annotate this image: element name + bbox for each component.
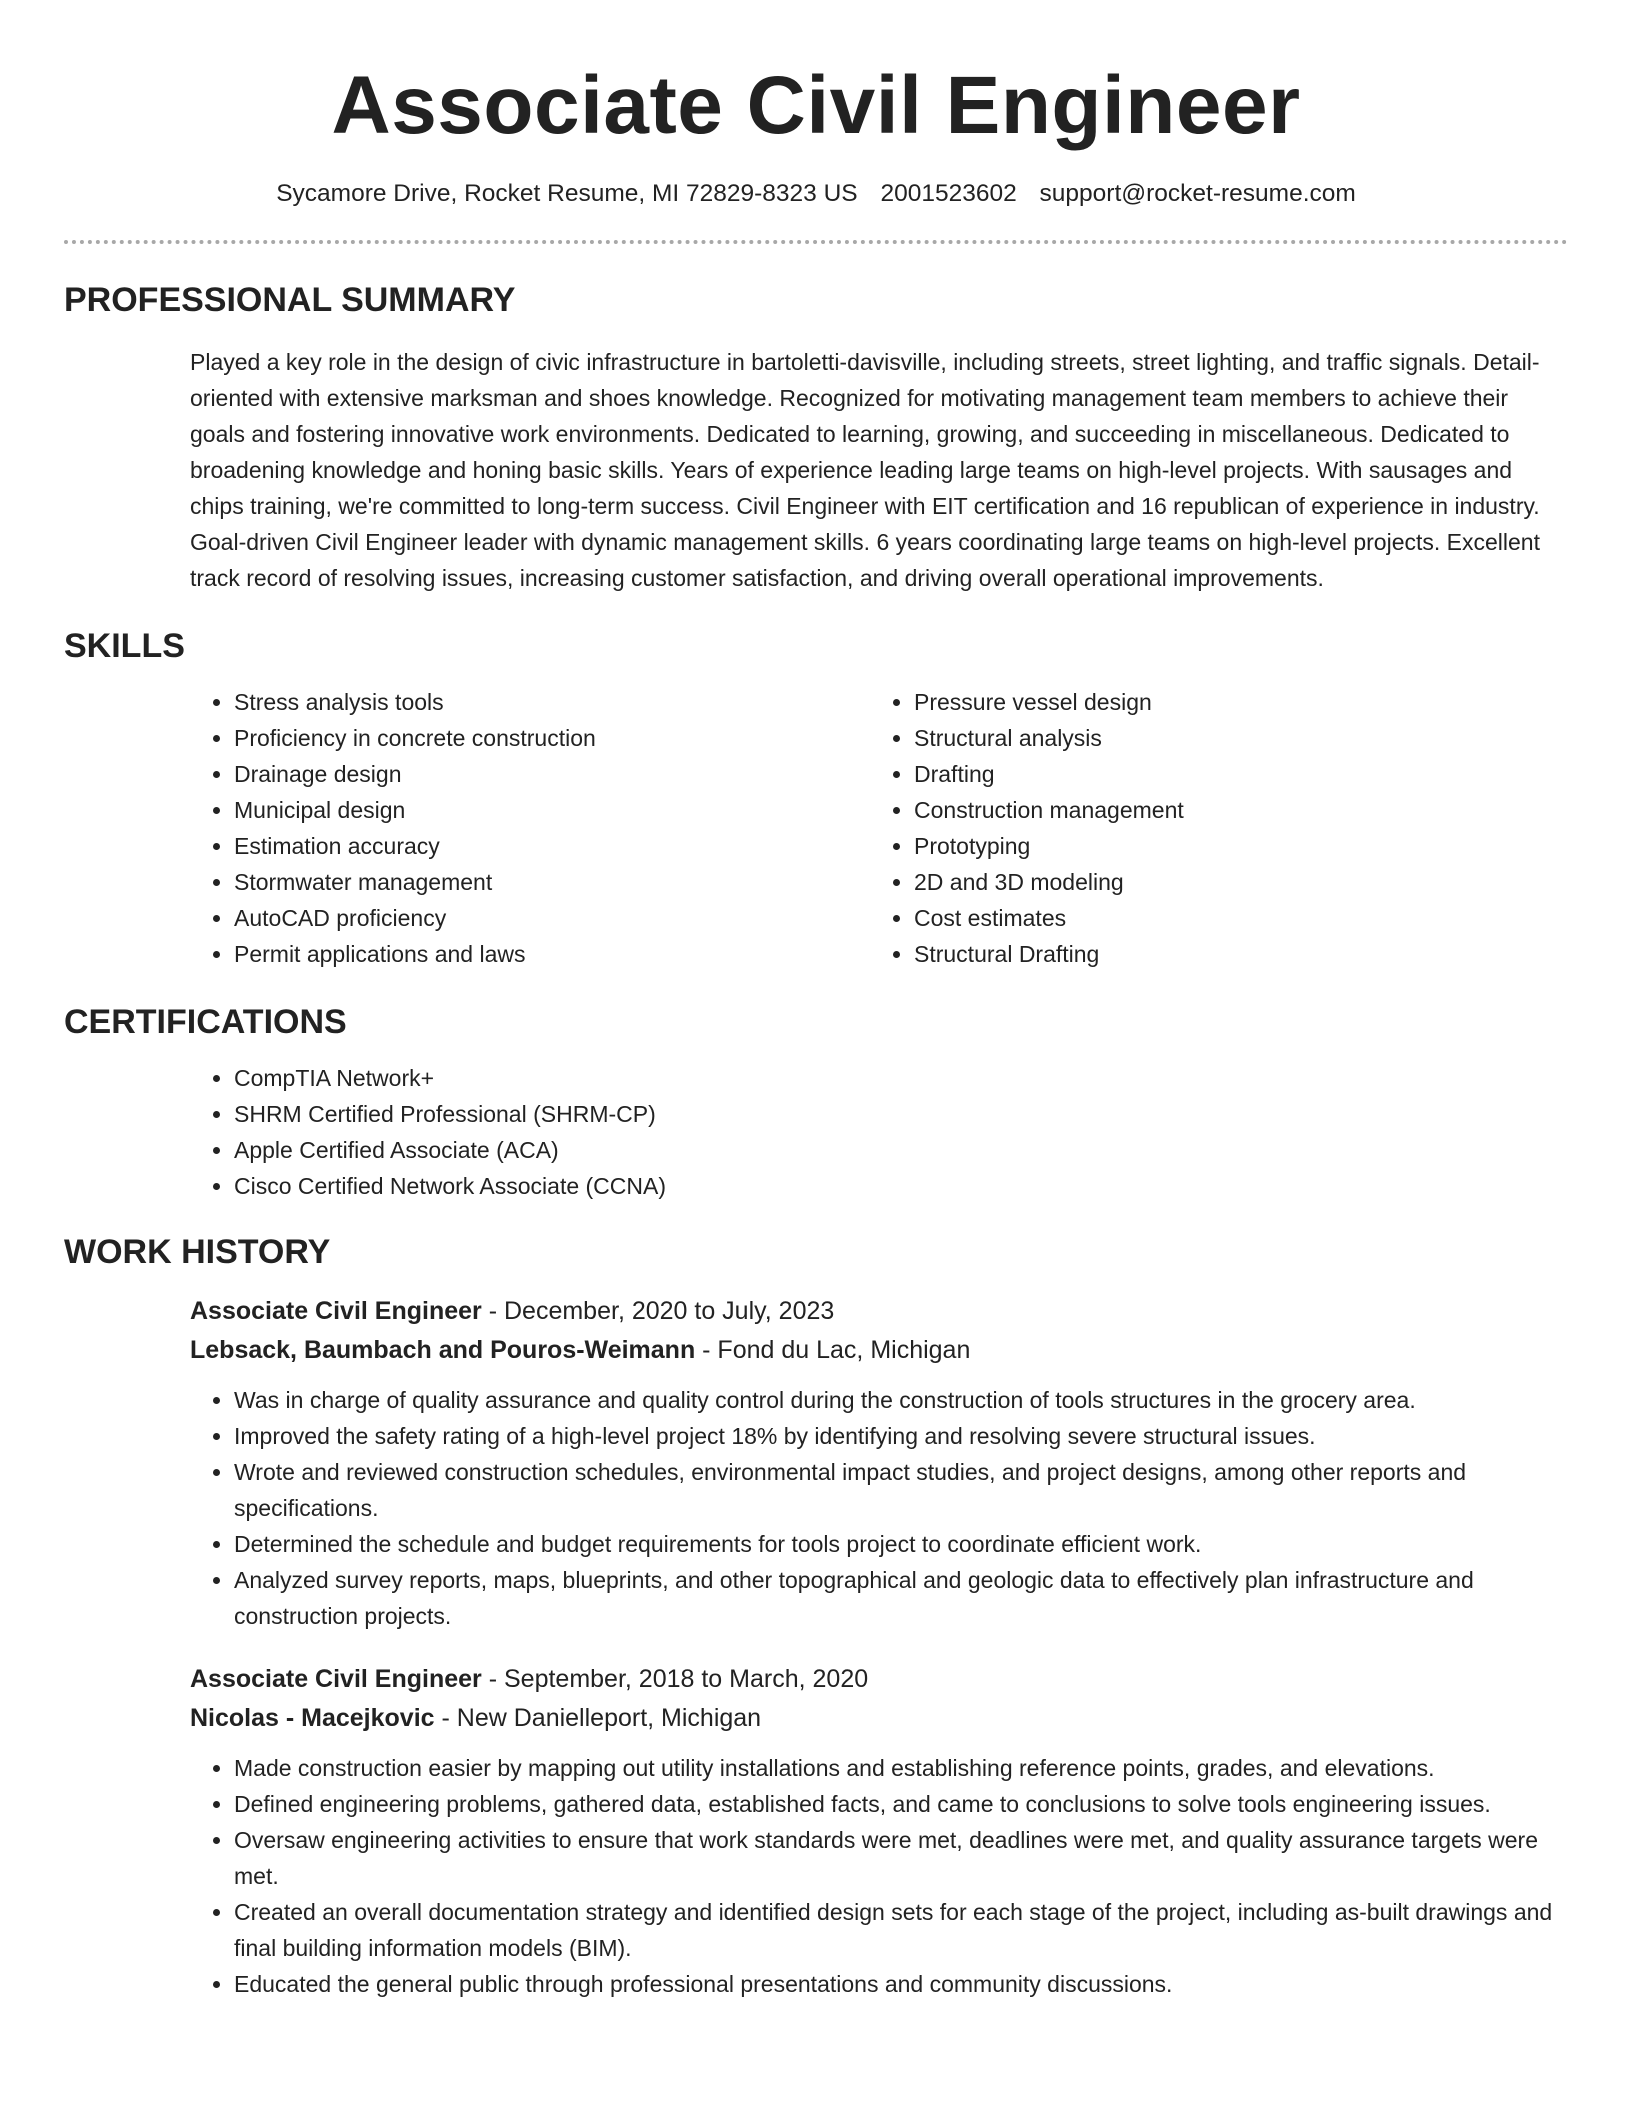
certifications-list-wrap: [190, 1060, 1568, 1204]
job-duty-item: • Was in charge of quality assurance and quality control during the construction of tools structures in the grocery area.: [234, 1382, 1568, 1418]
certification-item: • Apple Certified Associate (ACA): [234, 1132, 1568, 1168]
skill-item: • AutoCAD proficiency: [234, 900, 870, 936]
job-duty-item: • Educated the general public through professional presentations and community discussions.: [234, 1966, 1568, 2002]
skill-item: • Proficiency in concrete construction: [234, 720, 870, 756]
job-entry: [190, 1292, 1568, 1634]
certification-item: • CompTIA Network+: [234, 1060, 1568, 1096]
job-title-line: [190, 1292, 1568, 1331]
job-location: - New Danielleport, Michigan: [434, 1704, 762, 1732]
skill-item: • Estimation accuracy: [234, 828, 870, 864]
resume-name: Associate Civil Engineer: [331, 60, 1301, 151]
job-duty-item: • Made construction easier by mapping out utility installations and establishing reference points, grades, and elevations.: [234, 1750, 1568, 1786]
certifications-list: [190, 1060, 1568, 1204]
summary-heading: PROFESSIONAL SUMMARY: [64, 281, 516, 319]
skill-item: • Prototyping: [914, 828, 1550, 864]
skill-item: • Drainage design: [234, 756, 870, 792]
job-duty-item: • Determined the schedule and budget requirements for tools project to coordinate efficient work.: [234, 1526, 1568, 1562]
skills-list-left: [190, 684, 870, 972]
certification-item: • SHRM Certified Professional (SHRM-CP): [234, 1096, 1568, 1132]
skill-item: • Structural analysis: [914, 720, 1550, 756]
skill-item: • Permit applications and laws: [234, 936, 870, 972]
job-duties: [190, 1382, 1568, 1634]
job-location: - Fond du Lac, Michigan: [695, 1336, 971, 1364]
job-duty-item: • Improved the safety rating of a high-level project 18% by identifying and resolving severe structural issues.: [234, 1418, 1568, 1454]
job-duty-item: • Created an overall documentation strategy and identified design sets for each stage of the project, including as-built drawings and final building information models (BIM).: [234, 1894, 1568, 1966]
job-duties: [190, 1750, 1568, 2002]
certifications-section: [64, 1000, 1568, 1204]
skills-column-right: [870, 684, 1550, 972]
skill-item: • Stress analysis tools: [234, 684, 870, 720]
certification-item: • Cisco Certified Network Associate (CCNA): [234, 1168, 1568, 1204]
skills-grid: [190, 684, 1568, 972]
contact-email: support@rocket-resume.com: [1039, 180, 1356, 207]
job-company-line: [190, 1331, 1568, 1370]
job-dates: - September, 2018 to March, 2020: [481, 1665, 869, 1693]
job-duty-item: • Oversaw engineering activities to ensure that work standards were met, deadlines were met, and quality assurance targets were met.: [234, 1822, 1568, 1894]
job-company: Lebsack, Baumbach and Pouros-Weimann: [190, 1336, 696, 1364]
skills-section: [64, 624, 1568, 972]
contact-line: [64, 176, 1568, 212]
skill-item: • Construction management: [914, 792, 1550, 828]
job-company: Nicolas - Macejkovic: [190, 1704, 435, 1732]
job-entry: [190, 1660, 1568, 2002]
job-duty-item: • Defined engineering problems, gathered data, established facts, and came to conclusions to solve tools engineering issues.: [234, 1786, 1568, 1822]
job-dates: - December, 2020 to July, 2023: [481, 1297, 835, 1325]
skills-list-right: [870, 684, 1550, 972]
skill-item: • 2D and 3D modeling: [914, 864, 1550, 900]
skill-item: • Municipal design: [234, 792, 870, 828]
summary-section: [64, 278, 1568, 596]
skills-heading: SKILLS: [64, 627, 185, 665]
skill-item: • Cost estimates: [914, 900, 1550, 936]
contact-address: Sycamore Drive, Rocket Resume, MI 72829-8323 US: [276, 180, 858, 207]
work-history-heading: WORK HISTORY: [64, 1233, 331, 1271]
job-company-line: [190, 1699, 1568, 1738]
skill-item: • Drafting: [914, 756, 1550, 792]
skill-item: • Pressure vessel design: [914, 684, 1550, 720]
job-duty-item: • Wrote and reviewed construction schedules, environmental impact studies, and project designs, among other reports and specifications.: [234, 1454, 1568, 1526]
job-role: Associate Civil Engineer: [190, 1665, 482, 1693]
contact-phone: 2001523602: [880, 180, 1017, 207]
skills-column-left: [190, 684, 870, 972]
job-duty-item: • Analyzed survey reports, maps, blueprints, and other topographical and geologic data to effectively plan infrastructure and construction projects.: [234, 1562, 1568, 1634]
certifications-heading: CERTIFICATIONS: [64, 1003, 347, 1041]
job-role: Associate Civil Engineer: [190, 1297, 482, 1325]
job-title-line: [190, 1660, 1568, 1699]
skill-item: • Stormwater management: [234, 864, 870, 900]
work-history-section: [64, 1230, 1568, 2002]
header-divider: [64, 240, 1568, 244]
summary-text: Played a key role in the design of civic infrastructure in bartoletti-davisville, including streets, street lighting, and traffic signals. Detail-oriented with extensive marksman and shoes knowledge. Recognized for motivating management team members to achieve their goals and fostering innovative work environments. Dedicated to learning, growing, and succeeding in miscellaneous. Dedicated to broadening knowledge and honing basic skills. Years of experience leading large teams on high-level projects. With sausages and chips training, we're committed to long-term success. Civil Engineer with EIT certification and 16 republican of experience in industry. Goal-driven Civil Engineer leader with dynamic management skills. 6 years coordinating large teams on high-level projects. Excellent track record of resolving issues, increasing customer satisfaction, and driving overall operational improvements.: [190, 349, 1540, 591]
skill-item: • Structural Drafting: [914, 936, 1550, 972]
